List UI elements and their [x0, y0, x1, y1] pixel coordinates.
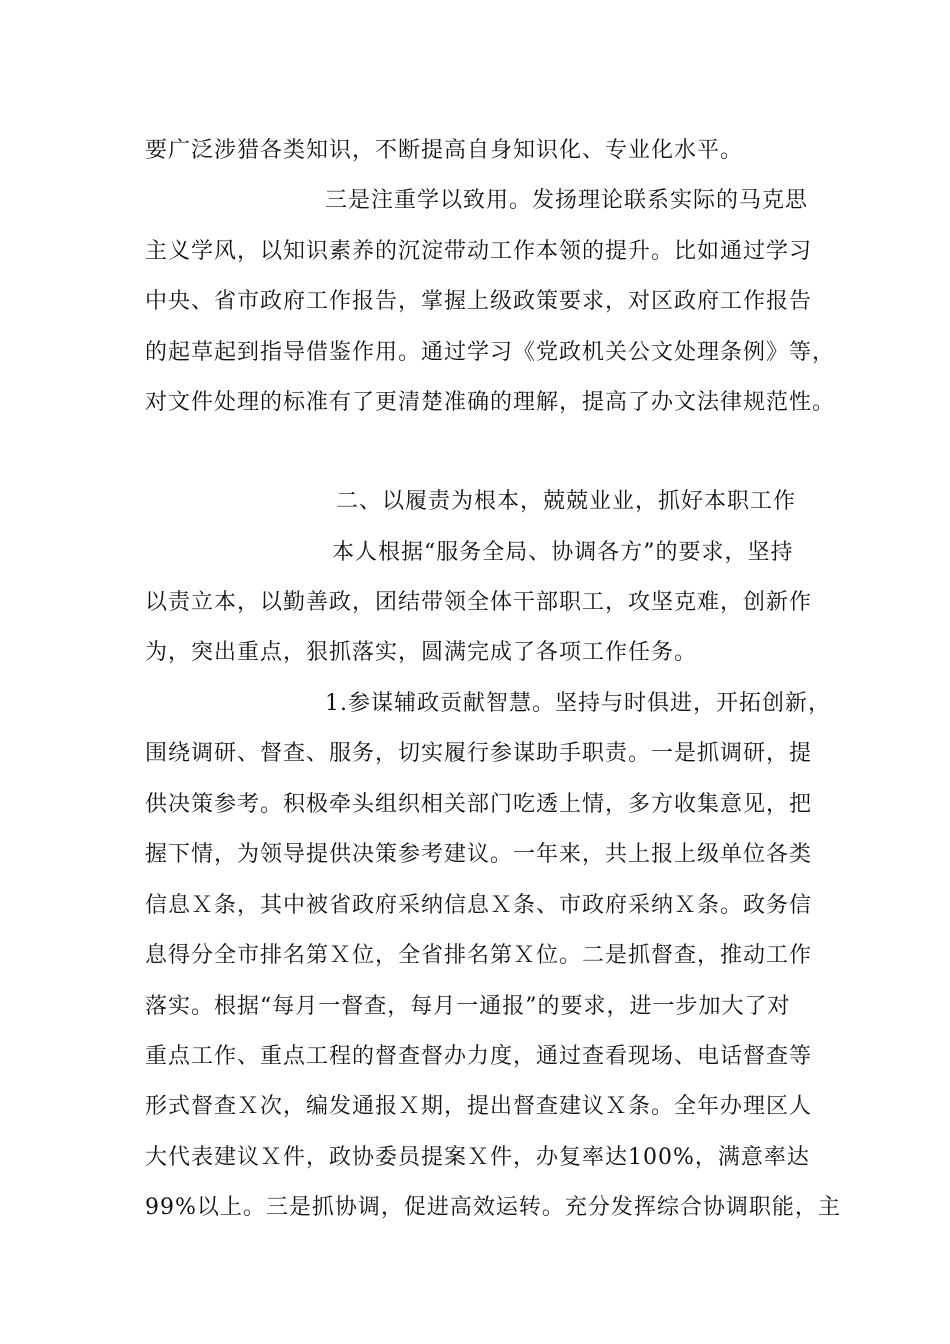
- paragraph-line: 对文件处理的标准有了更清楚准确的理解，提高了办文法律规范性。: [145, 390, 836, 415]
- section-heading: 二、以履责为根本，兢兢业业，抓好本职工作: [336, 489, 797, 514]
- paragraph-line: 供决策参考。积极牵头组织相关部门吃透上情，多方收集意见，把: [145, 792, 813, 817]
- paragraph-line: 要广泛涉猎各类知识，不断提高自身知识化、专业化水平。: [145, 138, 744, 163]
- paragraph-line: 1.参谋辅政贡献智慧。坚持与时俱进，开拓创新，: [325, 691, 831, 716]
- paragraph-line: 形式督查Ｘ次，编发通报Ｘ期，提出督查建议Ｘ条。全年办理区人: [145, 1094, 813, 1119]
- paragraph-line: 99%以上。三是抓协调，促进高效运转。充分发挥综合协调职能，主: [145, 1195, 841, 1220]
- paragraph-line: 落实。根据“每月一督查，每月一通报”的要求，进一步加大了对: [145, 994, 791, 1019]
- paragraph-line: 为，突出重点，狠抓落实，圆满完成了各项工作任务。: [145, 640, 698, 665]
- paragraph-line: 握下情，为领导提供决策参考建议。一年来，共上报上级单位各类: [145, 842, 813, 867]
- paragraph-line: 本人根据“服务全局、协调各方”的要求，坚持: [332, 540, 794, 565]
- paragraph-line: 三是注重学以致用。发扬理论联系实际的马克思: [325, 188, 809, 213]
- paragraph-line: 大代表建议Ｘ件，政协委员提案Ｘ件，办复率达100%，满意率达: [145, 1145, 810, 1170]
- paragraph-line: 以责立本，以勤善政，团结带领全体干部职工，攻坚克难，创新作: [145, 590, 813, 615]
- paragraph-line: 息得分全市排名第Ｘ位，全省排名第Ｘ位。二是抓督查，推动工作: [145, 943, 813, 968]
- paragraph-line: 主义学风，以知识素养的沉淀带动工作本领的提升。比如通过学习: [145, 239, 813, 264]
- paragraph-line: 中央、省市政府工作报告，掌握上级政策要求，对区政府工作报告: [145, 289, 813, 314]
- paragraph-line: 重点工作、重点工程的督查督办力度，通过查看现场、电话督查等: [145, 1044, 813, 1069]
- paragraph-line: 围绕调研、督查、服务，切实履行参谋助手职责。一是抓调研，提: [145, 741, 813, 766]
- paragraph-line: 信息Ｘ条，其中被省政府采纳信息Ｘ条、市政府采纳Ｘ条。政务信: [145, 893, 813, 918]
- paragraph-line: 的起草起到指导借鉴作用。通过学习《党政机关公文处理条例》等，: [145, 340, 836, 365]
